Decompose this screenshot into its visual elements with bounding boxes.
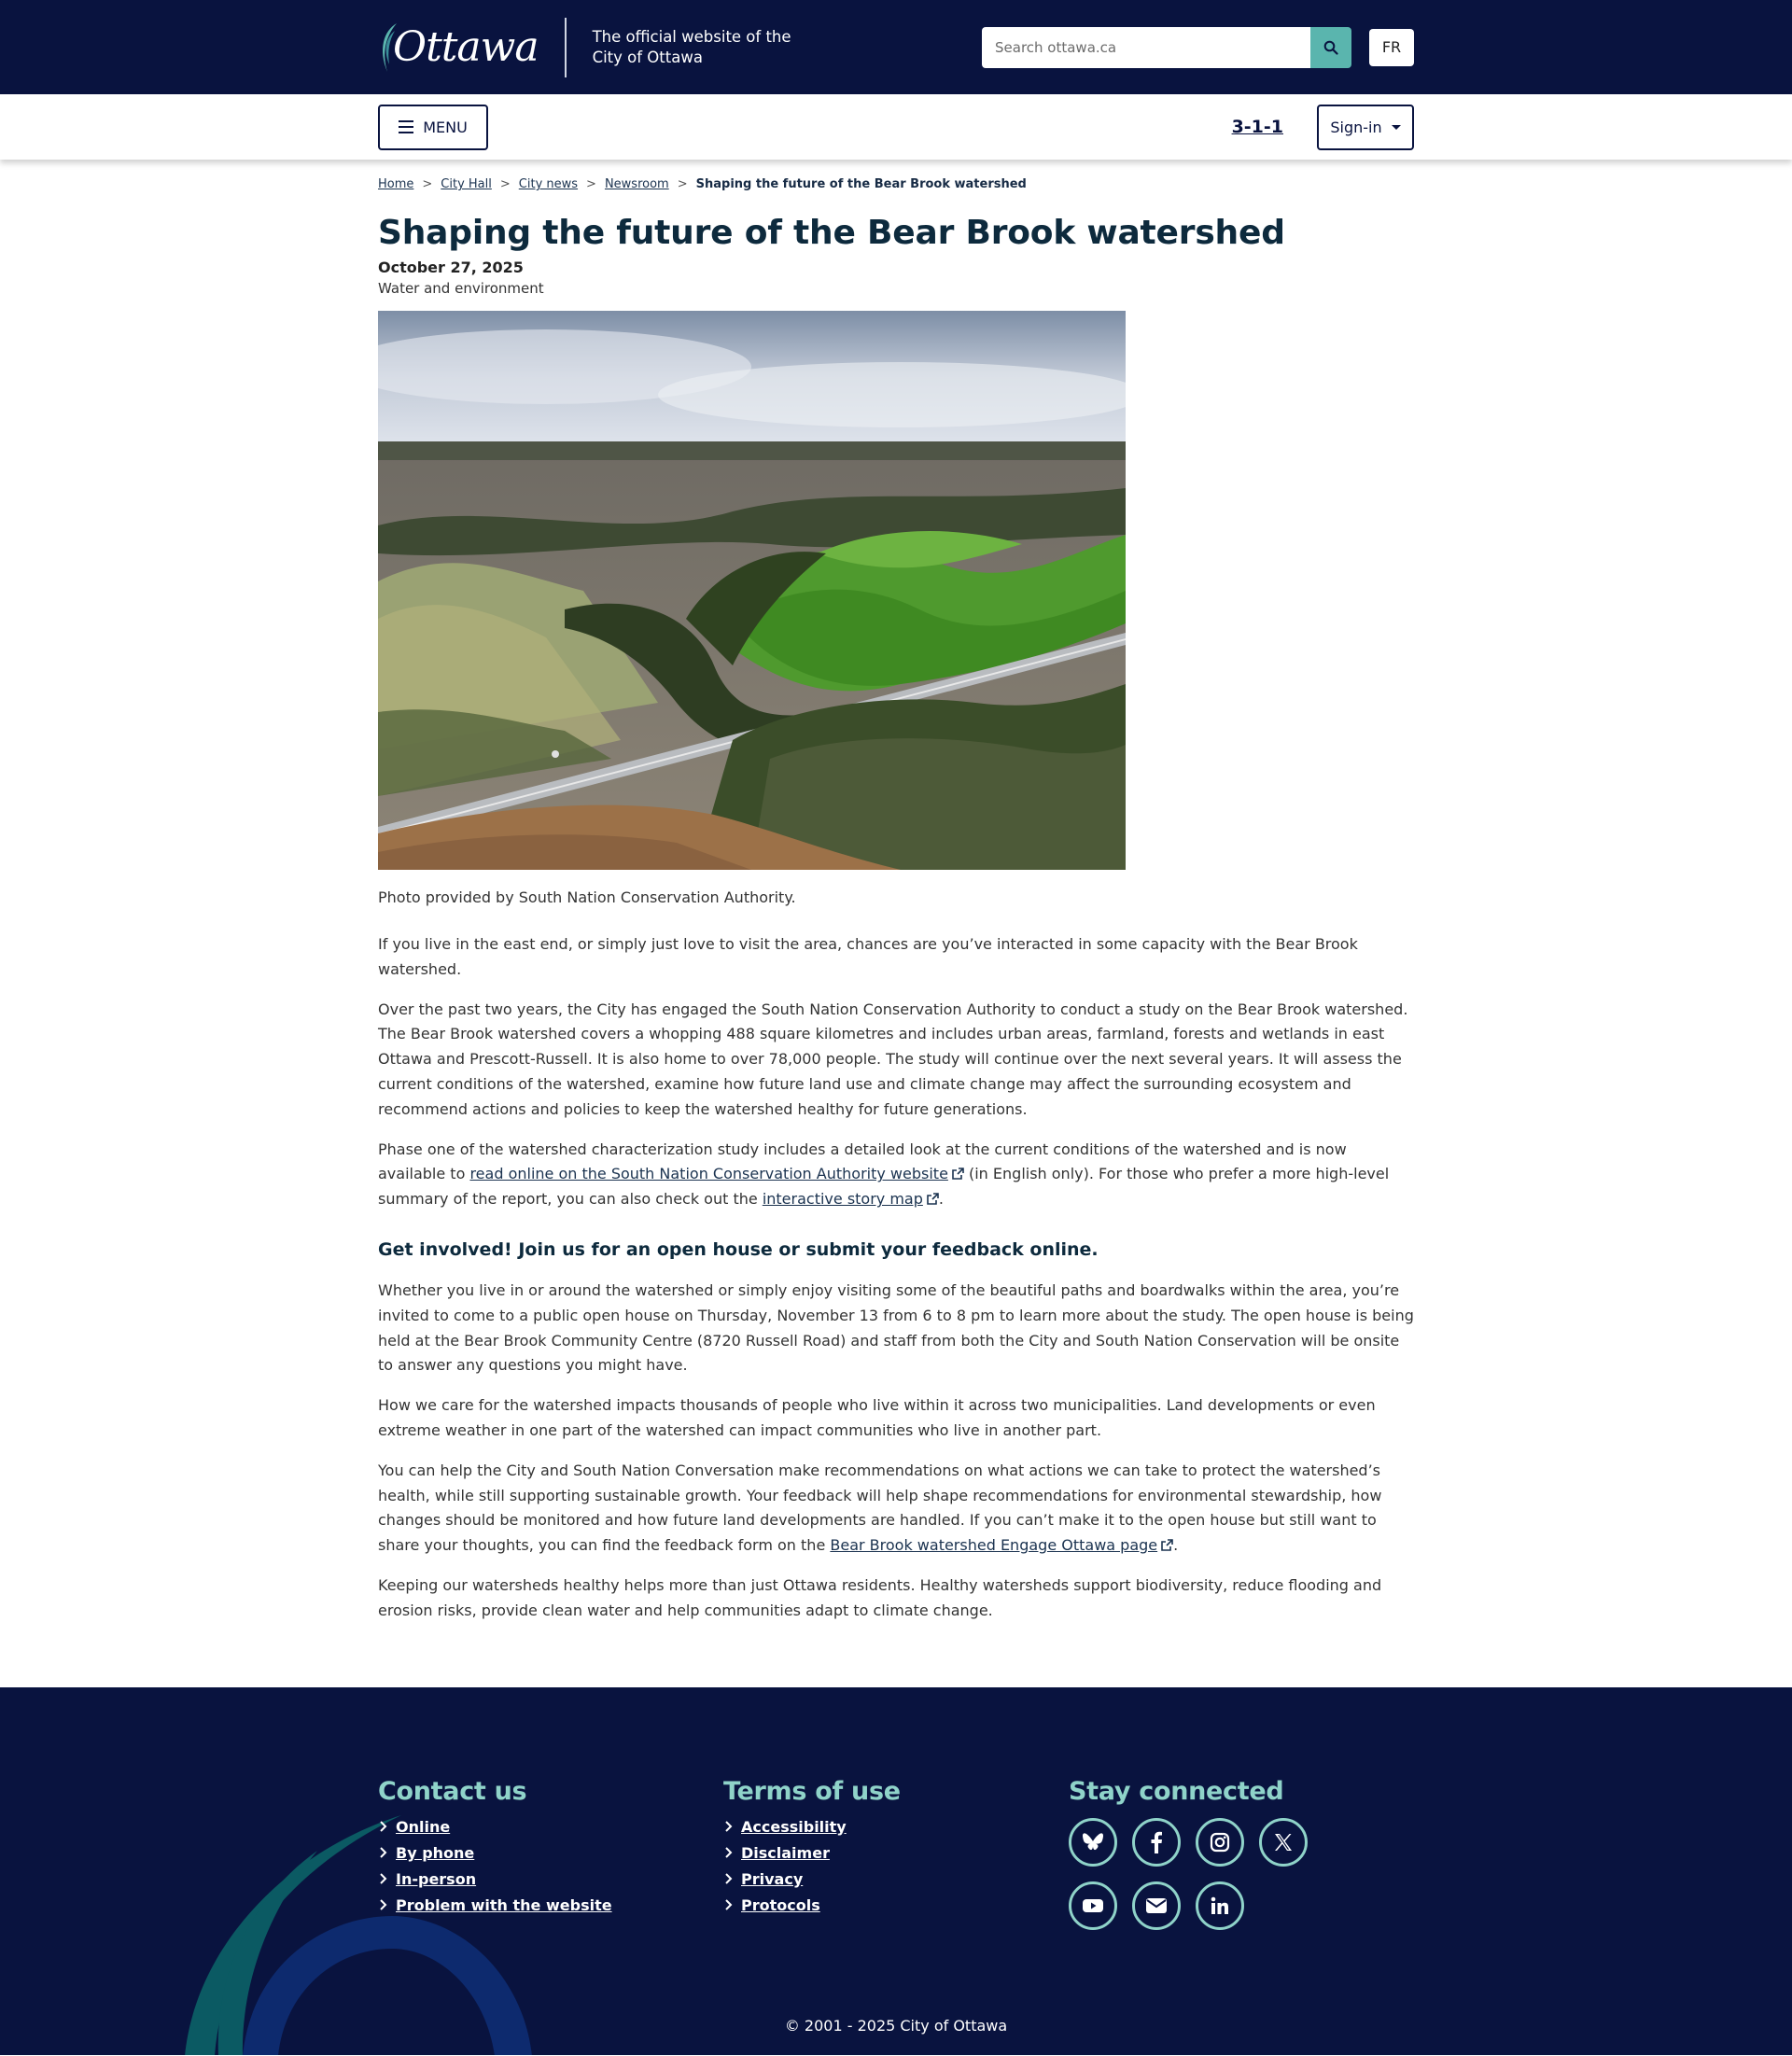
facebook-icon: [1150, 1831, 1163, 1853]
footer-link-item: [723, 1896, 1069, 1914]
article-paragraph: Over the past two years, the City has engaged the South Nation Conservation Authority to conduct a study on the Bear Brook watershed. The Bear Brook watershed covers a whopping 488 square kilometres and includes urban areas, farmland, forests and wetlands in east Ottawa and Prescott-Russell. It is also home to over 78,000 people. The study will continue over the next several years. It will assess the current conditions of the watershed, examine how future land use and climate change may affect the surrounding ecosystem and recommend actions and policies to keep the watershed healthy for future generations.: [378, 1000, 1408, 1118]
email-icon: [1145, 1897, 1168, 1914]
snca-website-link[interactable]: read online on the South Nation Conservation Authority website: [469, 1165, 948, 1183]
footer-social-column: [1069, 1777, 1414, 1930]
bluesky-button[interactable]: [1069, 1818, 1117, 1867]
signin-dropdown-button[interactable]: [1317, 105, 1414, 150]
paragraph-text: (in English only). For those who prefer a more high-level summary of the report, you can also check out the: [378, 1165, 1390, 1209]
facebook-button[interactable]: [1132, 1818, 1181, 1867]
hero-image: [378, 311, 1126, 870]
menu-button[interactable]: [378, 105, 488, 150]
copyright-text: © 2001 - 2025 City of Ottawa: [784, 2016, 1008, 2035]
article-paragraph: How we care for the watershed impacts thousands of people who live within it across two municipalities. Land developments or even extreme weather in one part of the watershed can impact communities who live in another part.: [378, 1396, 1376, 1439]
page-title: Shaping the future of the Bear Brook watershed: [378, 214, 1285, 252]
caret-down-icon: [1392, 125, 1401, 130]
breadcrumb: [378, 160, 1414, 191]
chevron-right-icon: [378, 1873, 389, 1884]
footer-heading-social: Stay connected: [1069, 1776, 1284, 1806]
youtube-icon: [1082, 1897, 1104, 1914]
footer-link-item: [723, 1844, 1069, 1862]
footer-heading-terms: Terms of use: [723, 1776, 901, 1806]
breadcrumb-home[interactable]: Home: [378, 177, 414, 191]
main-content: [378, 160, 1414, 1624]
article-date: October 27, 2025: [378, 259, 524, 276]
footer-link-in-person[interactable]: In-person: [396, 1869, 477, 1888]
paragraph-text: Phase one of the watershed characterization study includes a detailed look at the current conditions of the watershed and is now available to: [378, 1140, 1347, 1183]
bluesky-icon: [1082, 1832, 1104, 1853]
main-nav: [0, 94, 1792, 160]
youtube-button[interactable]: [1069, 1881, 1117, 1930]
article-category: Water and environment: [378, 280, 544, 297]
logo-wordmark: Ottawa: [393, 22, 539, 71]
footer-link-item: [378, 1870, 723, 1888]
chevron-right-icon: [723, 1847, 735, 1858]
footer-link-accessibility[interactable]: Accessibility: [741, 1817, 847, 1836]
chevron-right-icon: [723, 1873, 735, 1884]
external-link-icon: [1161, 1539, 1173, 1551]
image-caption: Photo provided by South Nation Conservation Authority.: [378, 888, 796, 906]
footer-link-website-problem[interactable]: Problem with the website: [396, 1895, 612, 1914]
breadcrumb-city-hall[interactable]: City Hall: [441, 177, 492, 191]
search-form: [982, 27, 1414, 68]
chevron-right-icon: [378, 1821, 389, 1832]
footer-link-item: [378, 1844, 723, 1862]
footer-terms-column: [723, 1777, 1069, 1930]
breadcrumb-separator: >: [586, 177, 596, 191]
header-divider: [565, 18, 567, 77]
instagram-button[interactable]: [1196, 1818, 1244, 1867]
footer-link-privacy[interactable]: Privacy: [741, 1869, 804, 1888]
aerial-landscape-photo: [378, 311, 1126, 870]
breadcrumb-separator: >: [677, 177, 688, 191]
article-paragraph: [378, 1138, 1414, 1212]
search-button[interactable]: [1310, 27, 1351, 68]
engage-ottawa-link[interactable]: Bear Brook watershed Engage Ottawa page: [830, 1536, 1158, 1555]
article-paragraph: [378, 1459, 1414, 1559]
footer-link-protocols[interactable]: Protocols: [741, 1895, 820, 1914]
chevron-right-icon: [378, 1847, 389, 1858]
footer-link-item: [378, 1896, 723, 1914]
hamburger-icon: [399, 120, 413, 133]
ottawa-logo[interactable]: [378, 15, 539, 80]
external-link-icon: [952, 1168, 964, 1180]
x-icon: [1273, 1832, 1294, 1853]
site-footer: [0, 1687, 1792, 2055]
site-header: [0, 0, 1792, 94]
language-toggle-button[interactable]: FR: [1369, 29, 1414, 66]
chevron-right-icon: [723, 1821, 735, 1832]
breadcrumb-newsroom[interactable]: Newsroom: [604, 177, 669, 191]
breadcrumb-separator: >: [422, 177, 433, 191]
site-tagline: The official website of the City of Ottawa: [592, 27, 791, 66]
article-paragraph: Keeping our watersheds healthy helps more than just Ottawa residents. Healthy watersheds support biodiversity, reduce flooding and erosion risks, provide clean water and help communities adapt to climate change.: [378, 1575, 1382, 1619]
section-heading: Get involved! Join us for an open house or submit your feedback online.: [378, 1238, 1099, 1260]
footer-link-item: [723, 1818, 1069, 1836]
linkedin-button[interactable]: [1196, 1881, 1244, 1930]
footer-link-by-phone[interactable]: By phone: [396, 1843, 475, 1862]
social-links: [1069, 1818, 1339, 1930]
paragraph-text: You can help the City and South Nation Conversation make recommendations on what actions we can take to protect the watershed’s health, while still supporting sustainable growth. Your feedback will help shape recommendations for environmental stewardship, how changes should be monitored and how future land developments are handled. If you can’t make it to the open house but still want to share your thoughts, you can find the feedback form on the: [378, 1461, 1382, 1555]
breadcrumb-separator: >: [499, 177, 511, 191]
paragraph-text: .: [938, 1190, 944, 1209]
article-paragraph: Whether you live in or around the watershed or simply enjoy visiting some of the beautiful paths and boardwalks within the area, you’re invited to come to a public open house on Thursday, November 13 from 6 to 8 pm to learn more about the study. The open house is being held at the Bear Brook Community Centre (8720 Russell Road) and staff from both the City and South Nation Conservation will be onsite to answer any questions you might have.: [378, 1280, 1414, 1375]
email-button[interactable]: [1132, 1881, 1181, 1930]
search-input[interactable]: [982, 27, 1310, 68]
footer-link-item: [378, 1818, 723, 1836]
instagram-icon: [1210, 1832, 1230, 1853]
footer-link-item: [723, 1870, 1069, 1888]
footer-contact-column: [378, 1777, 723, 1930]
article-paragraph: If you live in the east end, or simply just love to visit the area, chances are you’ve interacted in some capacity with the Bear Brook watershed.: [378, 935, 1358, 978]
breadcrumb-current: Shaping the future of the Bear Brook watershed: [695, 177, 1027, 191]
chevron-right-icon: [378, 1899, 389, 1910]
story-map-link[interactable]: interactive story map: [762, 1190, 923, 1209]
external-link-icon: [927, 1193, 939, 1205]
phone-311-link[interactable]: 3-1-1: [1231, 117, 1283, 137]
breadcrumb-city-news[interactable]: City news: [518, 177, 579, 191]
linkedin-icon: [1211, 1896, 1229, 1915]
menu-label: MENU: [423, 118, 468, 136]
paragraph-text: .: [1173, 1536, 1179, 1555]
x-button[interactable]: [1259, 1818, 1308, 1867]
signin-label: Sign-in: [1330, 118, 1382, 136]
chevron-right-icon: [723, 1899, 735, 1910]
footer-link-online[interactable]: Online: [396, 1817, 451, 1836]
footer-link-disclaimer[interactable]: Disclaimer: [741, 1843, 830, 1862]
search-icon: [1323, 40, 1338, 55]
article-body: [378, 932, 1414, 1624]
footer-heading-contact: Contact us: [378, 1776, 527, 1806]
